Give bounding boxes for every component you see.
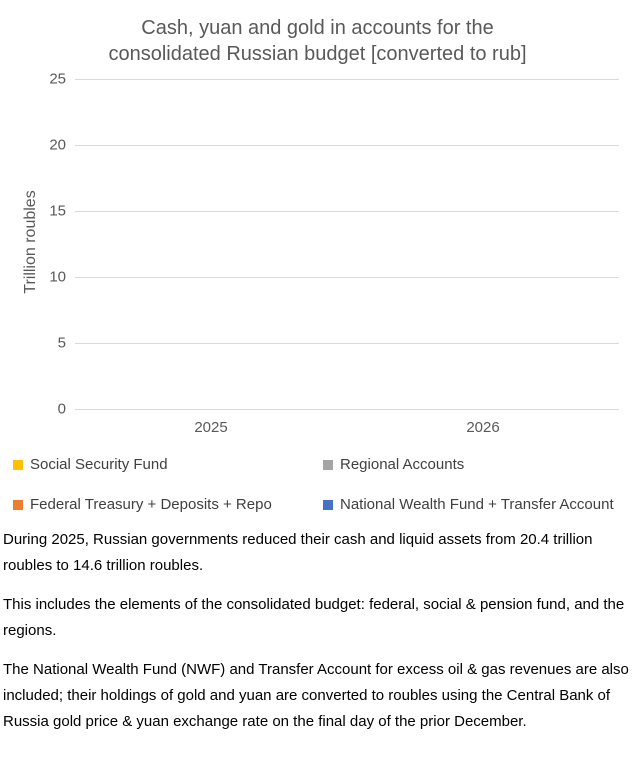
y-tick-label-15: 15 (49, 202, 66, 220)
chart-title (0, 15, 635, 67)
legend-item-regional-accounts (323, 456, 623, 473)
legend-label-national-wealth-fund-transfer-account: National Wealth Fund + Transfer Account (340, 496, 614, 513)
legend-swatch-national-wealth-fund-transfer-account (323, 500, 333, 510)
category-label-2026: 2026 (466, 419, 500, 436)
legend-swatch-federal-treasury-deposits-repo (13, 500, 23, 510)
gridline-15 (75, 211, 619, 212)
gridline-5 (75, 343, 619, 344)
y-tick-label-5: 5 (57, 334, 66, 352)
paragraph-1: During 2025, Russian governments reduced their cash and liquid assets from 20.4 trillion roubles to 14.6 trillion roubles. (3, 531, 593, 574)
chart-title-line-1: Cash, yuan and gold in accounts for the (141, 17, 494, 39)
gridline-0 (75, 409, 619, 410)
legend-item-national-wealth-fund-transfer-account (323, 496, 623, 513)
commentary-text (3, 527, 631, 748)
legend-swatch-regional-accounts (323, 460, 333, 470)
paragraph-2: This includes the elements of the consolidated budget: federal, social & pension fund, and the regions. (3, 596, 625, 639)
category-label-2025: 2025 (194, 419, 228, 436)
y-tick-label-25: 25 (49, 70, 66, 88)
y-tick-label-0: 0 (57, 400, 66, 418)
chart-legend (13, 456, 623, 513)
legend-label-federal-treasury-deposits-repo: Federal Treasury + Deposits + Repo (30, 496, 272, 513)
legend-label-regional-accounts: Regional Accounts (340, 456, 465, 473)
gridline-20 (75, 145, 619, 146)
y-tick-label-20: 20 (49, 136, 66, 154)
chart-title-line-2: consolidated Russian budget [converted to rub] (108, 43, 527, 65)
gridline-10 (75, 277, 619, 278)
paragraph-3: The National Wealth Fund (NWF) and Transfer Account for excess oil & gas revenues are also included; their holdings of gold and yuan are converted to roubles using the Central Bank of Russia gold price & yuan exchange rate on the final day of the prior December. (3, 661, 629, 730)
legend-label-social-security-fund: Social Security Fund (30, 456, 168, 473)
legend-item-social-security-fund (13, 456, 323, 473)
y-axis-title: Trillion roubles (22, 190, 39, 294)
plot-area (49, 70, 619, 436)
y-tick-label-10: 10 (49, 268, 66, 286)
legend-item-federal-treasury-deposits-repo (13, 496, 323, 513)
gridline-25 (75, 79, 619, 80)
legend-swatch-social-security-fund (13, 460, 23, 470)
